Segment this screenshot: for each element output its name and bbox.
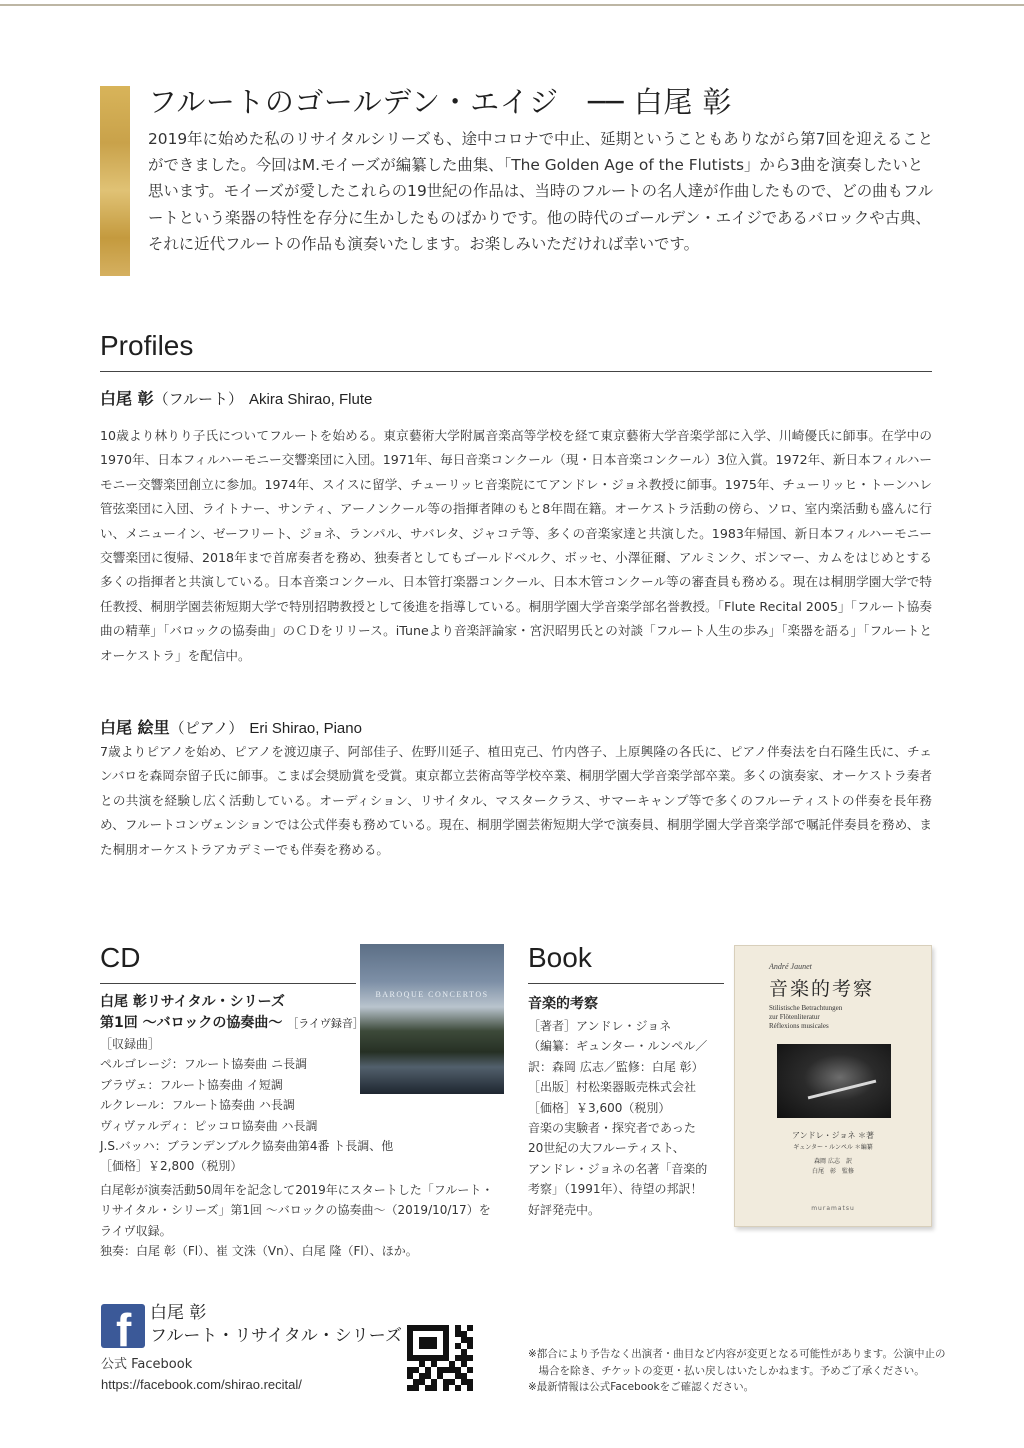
footer-note: 場合を除き、チケットの変更・払い戻しはいたしかねます。予めご了承ください。 [528,1364,925,1377]
book-details [528,992,718,1220]
cd-price: ［価格］￥2,800（税別） [100,1159,243,1174]
book-line: 好評発売中。 [528,1202,601,1217]
footer-note: ※都合により予告なく出演者・曲目など内容が変更となる可能性があります。公演中止の [528,1348,946,1360]
facebook-page-series: フルート・リサイタル・シリーズ [150,1326,402,1346]
book-cover-sub: Stilistische Betrachtungen [769,1004,843,1012]
eri-role: （ピアノ） [169,719,244,737]
intro-paragraph: 2019年に始めた私のリサイタルシリーズも、途中コロナで中止、延期ということもありながら第7回を迎えることができました。今回はM.モイーズが編纂した曲集、「The Golden Age of the Flutists」から3曲を演奏したいと思います。モイーズが愛したこれらの19世紀の作品は、当時のフルートの名人達が作曲したもので、どの曲もフルートという楽器の特性を存分に生かしたものばかりです。他の時代のゴールデン・エイジであるバロックや古典、それに近代フルートの作品も演奏いたします。お楽しみいただければ幸いです。 [148,130,934,253]
book-cover-photo [777,1044,891,1118]
footer-note: ※最新情報は公式Facebookをご確認ください。 [528,1381,755,1393]
book-cover-jp-author: アンドレ・ジョネ ＊著 [791,1131,875,1140]
cd-track: ブラヴェ：フルート協奏曲 イ短調 [100,1077,283,1092]
book-line: ［価格］￥3,600（税別） [528,1100,671,1115]
profile-name-akira [100,386,372,409]
book-cover-image [734,945,932,1227]
facebook-label: 公式 Facebook [101,1357,193,1372]
book-line: 音楽の実験者・探究者であった [528,1121,696,1136]
eri-roman-name: Eri Shirao, Piano [249,720,362,737]
cd-contents-label: ［収録曲］ [100,1037,161,1051]
book-cover-jp-editor: ギュンター・ルンペル ＊編纂 [793,1144,873,1151]
cd-cover-title: BAROQUE CONCERTOS [375,990,489,999]
book-cover-sub: zur Flötenliteratur [769,1013,820,1021]
cd-track: ペルゴレージ：フルート協奏曲 ニ長調 [100,1057,308,1072]
cd-live-tag: ［ライヴ録音］ [287,1017,364,1030]
profiles-rule [100,371,932,372]
facebook-page-name: 白尾 彰 [150,1303,207,1323]
eri-name: 白尾 絵里 [100,718,170,737]
book-heading: Book [528,942,592,973]
cd-title-line1: 白尾 彰リサイタル・シリーズ [100,994,285,1010]
flute-shape [808,1080,877,1100]
book-cover-publisher: muramatsu [811,1205,855,1212]
akira-role: （フルート） [153,390,243,408]
profile-name-eri [100,715,362,738]
cd-details [100,992,395,1177]
book-line: 考察」（1991年）、待望の邦訳！ [528,1182,703,1197]
cd-subtitle: 第1回 〜バロックの協奏曲〜 [100,1015,283,1031]
book-title: 音楽的考察 [528,996,598,1012]
cd-note [100,1180,500,1262]
qr-code-icon[interactable] [407,1325,473,1391]
page-title: フルートのゴールデン・エイジ ── 白尾 彰 [148,85,733,119]
book-line: ［出版］村松楽器販売株式会社 [528,1080,697,1095]
top-rule [0,4,1024,6]
akira-bio: 10歳より林りり子氏についてフルートを始める。東京藝術大学附属音楽高等学校を経て東京藝術大学音楽学部に入学、川崎優氏に師事。在学中の1970年、日本フィルハーモニー交響楽団に入団。1971年、毎日音楽コンクール（現・日本音楽コンクール）3位入賞。1972年、新日本フィルハーモニー交響楽団創立に参加。1974年、スイスに留学、チューリッヒ音楽院にてアンドレ・ジョネ教授に師事。1975年、チューリッヒ・トーンハレ管弦楽団に入団、ライトナー、サンティ、アーノンクール等の指揮者陣のもと8年間在籍。オーケストラ活動の傍ら、ソロ、室内楽活動も盛んに行い、メニューイン、ゼーフリート、ジョネ、ランパル、サバレタ、ジャコテ等、多くの音楽家達と共演した。1983年帰国、新日本フィルハーモニー交響楽団に復帰、2018年まで首席奏者を務め、独奏者としてもゴールドベルク、ボッセ、小澤征爾、アルミンク、ボンマー、カムをはじめとする多くの指揮者と共演している。日本音楽コンクール、日本管打楽器コンクール、日本木管コンクール等の審査員も務める。現在は桐朋学園大学で特任教授、桐朋学園芸術短期大学で特別招聘教授として後進を指導している。桐朋学園大学音楽学部名誉教授。「Flute Recital 2005」「フルート協奏曲の精華」「バロックの協奏曲」のＣＤをリリース。iTuneより音楽評論家・宮沢昭男氏との対談「フルート人生の歩み」「楽器を語る」「フルートとオーケストラ」を配信中。 [100,428,932,663]
book-cover-jp-supervisor: 白尾 彰 監修 [811,1168,854,1175]
book-cover-title: 音楽的考察 [769,978,875,1000]
book-line: ［著者］アンドレ・ジョネ [528,1019,672,1033]
cd-track: ルクレール：フルート協奏曲 ハ長調 [100,1098,295,1113]
book-line: （編纂：ギュンター・ルンペル／ [528,1039,708,1054]
facebook-url[interactable]: https://facebook.com/shirao.recital/ [101,1377,302,1392]
footer-notes [528,1346,948,1396]
eri-bio: 7歳よりピアノを始め、ピアノを渡辺康子、阿部佳子、佐野川延子、植田克己、竹内啓子、上原興隆の各氏に、ピアノ伴奏法を白石隆生氏に、チェンバロを森岡奈留子氏に師事。こまば会奨励賞を受賞。東京都立芸術高等学校卒業、桐朋学園大学音楽学部卒業。多くの演奏家、オーケストラ奏者との共演を経験し広く活動している。オーディション、リサイタル、マスタークラス、サマーキャンプ等で多くのフルーティストの伴奏を長年務め、フルートコンヴェンションでは公式伴奏も務めている。現在、桐朋学園芸術短期大学で演奏員、桐朋学園大学音楽学部で嘱託伴奏員を務め、また桐朋オーケストラアカデミーでも伴奏を務める。 [100,744,932,857]
book-line: アンドレ・ジョネの名著「音楽的 [528,1161,708,1176]
cd-performers: 独奏：白尾 彰（Fl）、崔 文洙（Vn）、白尾 隆（Fl）、ほか。 [100,1244,418,1259]
book-rule [528,983,724,984]
book-line: 訳：森岡 広志／監修：白尾 彰） [528,1059,704,1074]
book-cover-author: André Jaunet [769,962,812,971]
cd-description: 白尾彰が演奏活動50周年を記念して2019年にスタートした「フルート・リサイタル・シリーズ」第1回 〜バロックの協奏曲〜（2019/10/17）をライヴ収録。 [100,1183,494,1238]
book-cover-sub: Réflexions musicales [769,1022,829,1030]
cd-rule [100,983,356,984]
akira-name: 白尾 彰 [100,389,154,408]
cd-title-line2 [100,1013,395,1034]
gold-accent-bar [100,86,130,276]
cd-track: J.S.バッハ：ブランデンブルク協奏曲第4番 ト長調、他 [100,1139,394,1154]
profiles-heading: Profiles [100,330,194,361]
akira-roman-name: Akira Shirao, Flute [248,391,373,408]
cd-track: ヴィヴァルディ：ピッコロ協奏曲 ハ長調 [100,1118,318,1133]
cd-heading: CD [100,942,141,973]
book-cover-jp-translator: 森岡 広志 訳 [814,1158,852,1165]
book-line: 20世紀の大フルーティスト、 [528,1141,685,1156]
facebook-icon[interactable]: f [101,1304,145,1348]
